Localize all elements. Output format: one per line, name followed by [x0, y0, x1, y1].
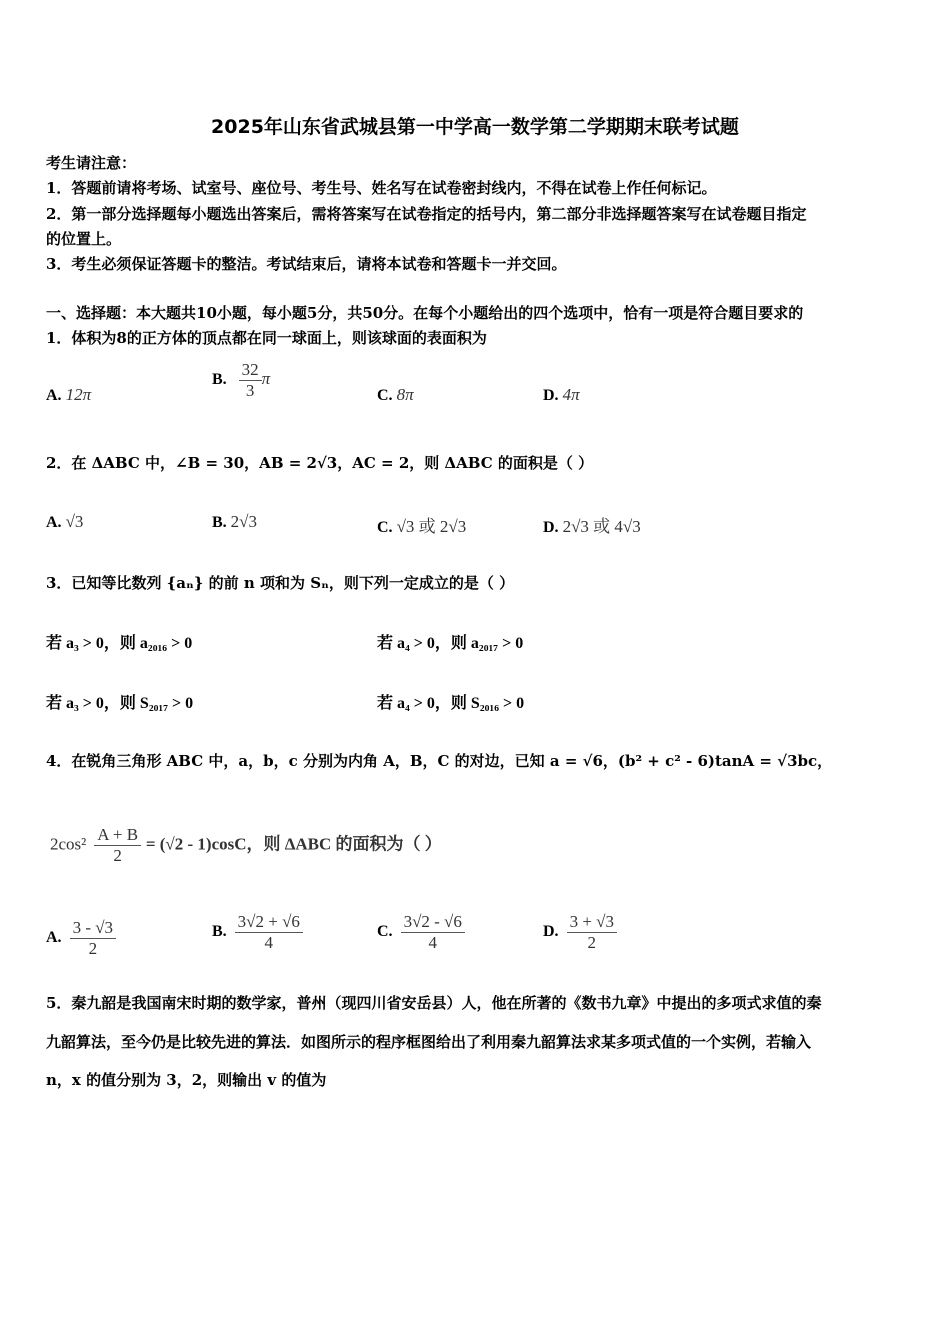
question-3: 3．已知等比数列 {aₙ} 的前 n 项和为 Sₙ，则下列一定成立的是（ ）	[46, 574, 515, 592]
option-a[interactable]: A. √3	[46, 512, 84, 531]
question-4-line1: 4．在锐角三角形 ABC 中，a，b，c 分别为内角 A，B，C 的对边，已知 a = √6，(b² + c² - 6)tanA = √3bc，	[46, 752, 833, 770]
question-1: 1．体积为8的正方体的顶点都在同一球面上，则该球面的表面积为	[46, 329, 487, 347]
notice-item: 3．考生必须保证答题卡的整洁。考试结束后，请将本试卷和答题卡一并交回。	[46, 255, 567, 273]
option-b[interactable]: 若 a₄ > 0，则 a₂₀₁₇ > 0	[377, 635, 524, 652]
question-5-line: 九韶算法，至今仍是比较先进的算法．如图所示的程序框图给出了利用秦九韶算法求某多项式值的一个实例，若输入	[46, 1033, 812, 1051]
option-c[interactable]: C. 8π	[377, 385, 414, 404]
option-c[interactable]: C. √3 或 2√3	[377, 517, 467, 536]
option-a[interactable]: 若 a₃ > 0，则 a₂₀₁₆ > 0	[46, 635, 193, 652]
option-b[interactable]: B. $\frac{32}{3}$ π	[212, 360, 271, 400]
option-c[interactable]: 若 a₃ > 0，则 S₂₀₁₇ > 0	[46, 695, 194, 712]
question-4-line2: 2cos² $\frac{A + B}{2}$ = (√2 - 1)cosC，则 ΔABC 的面积为（ ）	[50, 825, 442, 865]
option-a[interactable]: A. $\frac{3 - √3}{2}$	[46, 918, 116, 959]
option-d[interactable]: D. 4π	[543, 385, 580, 404]
option-c[interactable]: C. $\frac{3√2 - √6}{4}$	[377, 912, 465, 953]
notice-item: 的位置上。	[46, 230, 122, 248]
option-b[interactable]: B. $\frac{3√2 + √6}{4}$	[212, 912, 303, 953]
notice-heading: 考生请注意：	[46, 154, 137, 172]
notice-item: 1．答题前请将考场、试室号、座位号、考生号、姓名写在试卷密封线内，不得在试卷上作任何标记。	[46, 179, 717, 197]
option-d[interactable]: D. $\frac{3 + √3}{2}$	[543, 912, 617, 953]
page-title: 2025年山东省武城县第一中学高一数学第二学期期末联考试题	[211, 116, 739, 138]
question-5-line: n，x 的值分别为 3，2，则输出 v 的值为	[46, 1071, 327, 1089]
option-d[interactable]: D. 2√3 或 4√3	[543, 517, 641, 536]
question-2: 2．在 ΔABC 中，∠B = 30，AB = 2√3，AC = 2，则 ΔABC 的面积是（ ）	[46, 454, 594, 472]
notice-item: 2．第一部分选择题每小题选出答案后，需将答案写在试卷指定的括号内，第二部分非选择题答案写在试卷题目指定	[46, 205, 807, 223]
section-heading: 一、选择题：本大题共10小题，每小题5分，共50分。在每个小题给出的四个选项中，恰有一项是符合题目要求的	[46, 304, 804, 322]
option-b[interactable]: B. 2√3	[212, 512, 258, 531]
question-5-line: 5．秦九韶是我国南宋时期的数学家，普州（现四川省安岳县）人，他在所著的《数书九章》中提出的多项式求值的秦	[46, 994, 822, 1012]
option-a[interactable]: A. 12π	[46, 385, 92, 404]
option-d[interactable]: 若 a₄ > 0，则 S₂₀₁₆ > 0	[377, 695, 525, 712]
